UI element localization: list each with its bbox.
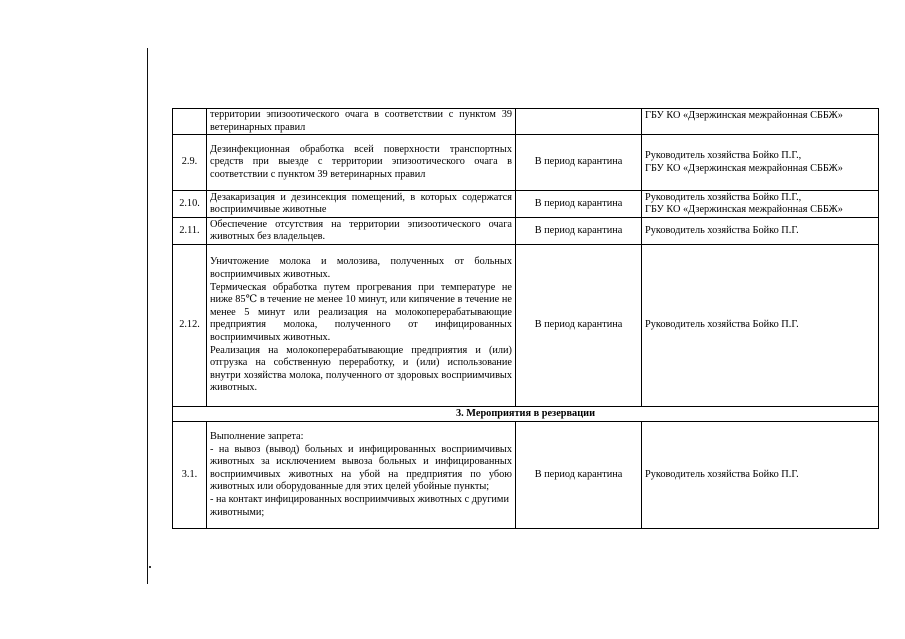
measure-text: Дезинфекционная обработка всей поверхности транспортных средств при выезде с территории эпизоотического очага в соответствии с пунктом 39 ветеринарных правил (210, 143, 512, 180)
row-number: 3.1. (173, 422, 207, 529)
table-row (173, 422, 879, 529)
responsible-line: ГБУ КО «Дзержинская межрайонная СББЖ» (645, 162, 843, 174)
row-number: 2.12. (173, 245, 207, 407)
responsible-party (642, 135, 879, 191)
responsible-party (642, 218, 879, 245)
measure-period: В период карантина (516, 135, 642, 191)
responsible-party (642, 109, 879, 135)
measure-description (207, 135, 516, 191)
measures-table (172, 108, 879, 529)
measure-text: - на вывоз (вывод) больных и инфицированных восприимчивых животных за исключением вывоза больных и инфицированных восприимчивых животных на убой на предприятия по убою животных или оборудованные для этих целей убойные пункты; (210, 443, 512, 493)
measure-period: В период карантина (516, 245, 642, 407)
table-row (173, 135, 879, 191)
measure-text: Выполнение запрета: (210, 431, 304, 443)
measure-period: В период карантина (516, 218, 642, 245)
measure-text: Термическая обработка путем прогревания при температуре не ниже 85℃ в течение не менее 10 минут, или кипячение в течение не менее 5 минут или реализация на молокоперерабатывающие предприятия молока, полученного от инфицированных восприимчивых животных. (210, 281, 512, 343)
row-number: 2.11. (173, 218, 207, 245)
measure-text: Уничтожение молока и молозива, полученных от больных восприимчивых животных. (210, 256, 512, 281)
measure-text: Обеспечение отсутствия на территории эпизоотического очага животных без владельцев. (210, 218, 512, 243)
measure-description (207, 191, 516, 218)
page-binding-line (147, 48, 148, 584)
row-number: 2.9. (173, 135, 207, 191)
responsible-line: Руководитель хозяйства Бойко П.Г. (645, 319, 799, 331)
responsible-party (642, 245, 879, 407)
table-row (173, 218, 879, 245)
measure-period: В период карантина (516, 191, 642, 218)
measure-text: территории эпизоотического очага в соответствии с пунктом 39 ветеринарных правил (210, 109, 512, 133)
measure-text: - на контакт инфицированных восприимчивых животных с другими животными; (210, 494, 509, 518)
table-row (173, 245, 879, 407)
measure-period (516, 109, 642, 135)
responsible-line: ГБУ КО «Дзержинская межрайонная СББЖ» (645, 204, 843, 216)
responsible-line: Руководитель хозяйства Бойко П.Г., (645, 191, 802, 203)
responsible-line: Руководитель хозяйства Бойко П.Г. (645, 224, 799, 236)
measure-description (207, 218, 516, 245)
table-row (173, 191, 879, 218)
measure-text: Дезакаризация и дезинсекция помещений, в которых содержатся восприимчивые животные (210, 191, 512, 216)
page-mark (149, 566, 151, 568)
row-number (173, 109, 207, 135)
responsible-line: ГБУ КО «Дзержинская межрайонная СББЖ» (645, 110, 843, 121)
measure-description (207, 422, 516, 529)
measure-description (207, 245, 516, 407)
responsible-line: Руководитель хозяйства Бойко П.Г., (645, 150, 802, 162)
row-number: 2.10. (173, 191, 207, 218)
section-header-row (173, 407, 879, 422)
responsible-line: Руководитель хозяйства Бойко П.Г. (645, 468, 799, 480)
table-row (173, 109, 879, 135)
measure-text: Реализация на молокоперерабатывающие предприятия и (или) отгрузка на собственную переработку, и (или) использование внутри хозяйства молока, полученного от здоровых восприимчивых животных. (210, 344, 512, 394)
section-title: 3. Мероприятия в резервации (173, 407, 879, 422)
responsible-party (642, 191, 879, 218)
measure-description (207, 109, 516, 135)
responsible-party (642, 422, 879, 529)
measure-period: В период карантина (516, 422, 642, 529)
